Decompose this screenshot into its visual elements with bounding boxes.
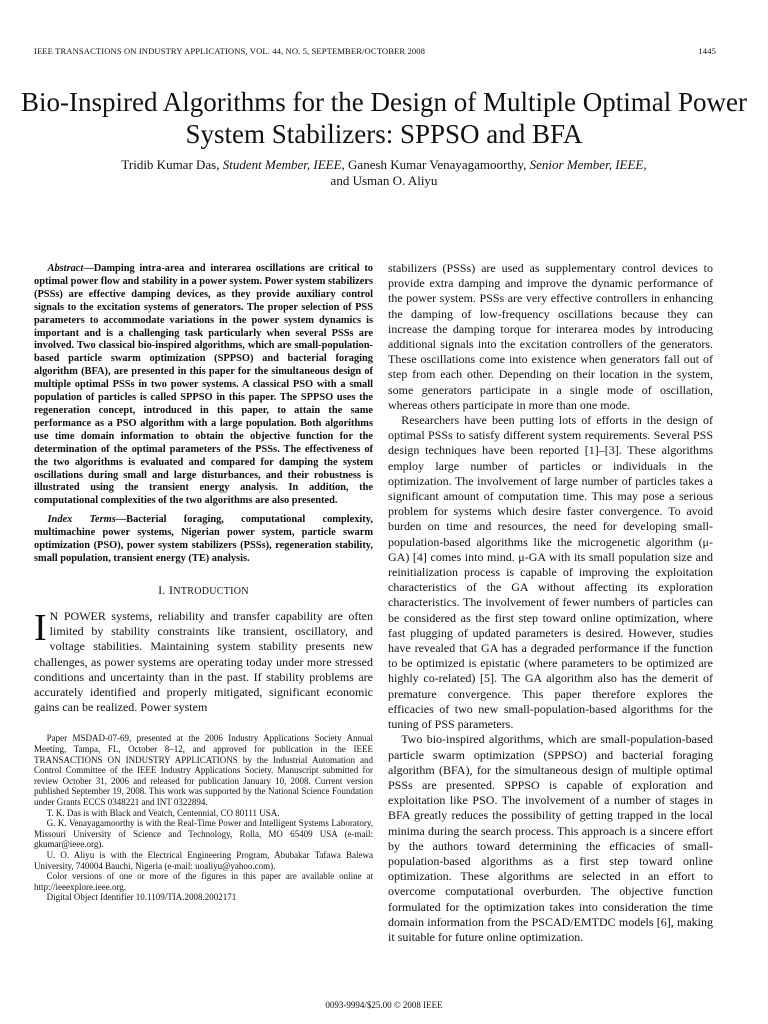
author-sep: ,	[643, 157, 647, 172]
author-line-1	[20, 157, 748, 173]
drop-cap: I	[34, 607, 47, 650]
page-number: 1445	[698, 46, 716, 56]
paper-title: Bio-Inspired Algorithms for the Design of Multiple Optimal Power System Stabilizers: SPPSO and BFA	[21, 87, 747, 149]
index-terms-text: —Bacterial foraging, computational complexity, multimachine power systems, Nigerian power system, particle swarm optimization (PSO), power system stabilizers (PSSs), regeneration stability, small population, transient energy (TE) analysis.	[34, 514, 373, 564]
intro-paragraph	[34, 609, 373, 715]
intro-text: systems, reliability and transfer capability are often limited by stability constraints like transient, oscillatory, and voltage stabilities. Maintaining system stability presents new challenges, as power systems are operating today under more stressed conditions and uncertainty than in the past. If stability problems are accurately identified and properly mitigated, significant economic gains can be realized. Power system	[34, 609, 373, 715]
author-venayagamoorthy: , Ganesh Kumar Venayagamoorthy,	[341, 157, 530, 172]
right-column	[388, 261, 713, 945]
index-terms-label: Index Terms	[47, 514, 116, 526]
left-column	[34, 263, 373, 903]
author-venayagamoorthy-role: Senior Member, IEEE	[529, 157, 644, 172]
author-das: Tridib Kumar Das,	[121, 157, 223, 172]
introduction-body	[34, 609, 373, 715]
section-title-rest: NTRODUCTION	[173, 585, 249, 597]
abstract-paragraph	[34, 263, 373, 508]
abstract-text: —Damping intra-area and interarea oscillations are critical to optimal power flow and stability in a power system. Power system stabilizers (PSSs) are effective damping devices, as they provide auxiliary control signals to the excitation systems of generators. The proper selection of PSS parameters to accommodate variations in the power system dynamics is important and is a challenging task particularly when several PSSs are involved. Two classical bio-inspired algorithms, which are small-population-based particle swarm optimization (SPPSO) and bacterial foraging algorithm (BFA), are presented in this paper for the simultaneous design of multiple optimal PSSs in two power systems. A classical PSO with a small population of particles is called SPPSO in this paper. The SPPSO uses the regeneration concept, introduced in this paper, to attain the same performance as a PSO algorithm with a large population. Both algorithms use time domain information to obtain the objective function for the determination of the optimal parameters of the PSSs. The effectiveness of the two algorithms is evaluated and compared for damping the system oscillations during small and large disturbances, and their robustness is illustrated using the transient energy analysis. In addition, the computational complexities of the two algorithms are also presented.	[34, 263, 373, 507]
footnotes	[34, 733, 373, 903]
intro-lead: N POWER	[49, 609, 106, 624]
copyright-line: 0093-9994/$25.00 © 2008 IEEE	[325, 1000, 443, 1010]
body-paragraph: Researchers have been putting lots of efforts in the design of optimal PSSs to satisfy different system requirements. Several PSS design techniques have been reported [1]–[3]. These algorithms employ large number of particles or individuals in the optimization. The involvement of large number of particles takes a significant amount of computation time. This may pose a serious problem for systems which desire faster convergence. To avoid burden on time and resources, the need for developing small-population-based algorithms like the microgenetic algorithm (μ-GA) [4] comes into mind. μ-GA with its small population size and reinitialization process is capable of improving the exploitation characteristics of the GA without affecting its exploration characteristics. The involvement of fewer numbers of particles can be considered as the first step toward online optimization, where fast plugging of updated parameters is desired. However, studies have revealed that GA has a degraded performance if the function to be optimized is epistatic (where parameters to be optimized are highly co-related) [5]. The GA algorithm also has the demerit of premature convergence. This paper therefore explores the efficacies of two new small-population-based algorithms for the tuning of PSS parameters.	[388, 413, 713, 732]
author-list	[20, 157, 748, 189]
index-terms-paragraph	[34, 514, 373, 566]
running-header	[34, 46, 716, 56]
section-title-first: I	[169, 582, 174, 597]
author-das-role: Student Member, IEEE	[222, 157, 342, 172]
footnote-das: T. K. Das is with Black and Veatch, Centennial, CO 80111 USA.	[46, 807, 280, 818]
footnote-color: Color versions of one or more of the figures in this paper are available online at http://ieeexplore.ieee.org.	[34, 871, 373, 892]
footnote-manuscript: Paper MSDAD-07-69, presented at the 2006 Industry Applications Society Annual Meeting, Tampa, FL, October 8–12, and approved for publication in the IEEE TRANSACTIONS ON INDUSTRY APPLICATIONS by the Industrial Automation and Control Committee of the IEEE Industry Applications Society. Manuscript submitted for review October 31, 2006 and released for publication January 10, 2008. Current version published September 19, 2008. This work was supported by the National Science Foundation under Grants ECCS 0348221 and INT 0322894.	[34, 733, 373, 808]
journal-header: IEEE TRANSACTIONS ON INDUSTRY APPLICATIONS, VOL. 44, NO. 5, SEPTEMBER/OCTOBER 2008	[34, 46, 426, 56]
section-heading-introduction	[34, 583, 373, 599]
footnote-venayagamoorthy: G. K. Venayagamoorthy is with the Real-Time Power and Intelligent Systems Laboratory, Missouri University of Science and Technology, Rolla, MO 65409 USA (e-mail: gkumar@ieee.org).	[34, 818, 373, 850]
footnote-aliyu: U. O. Aliyu is with the Electrical Engineering Program, Abubakar Tafawa Balewa University, 740004 Bauchi, Nigeria (e-mail: uoaliyu@yahoo.com).	[34, 850, 373, 871]
abstract	[34, 263, 373, 508]
section-number: I.	[158, 582, 170, 597]
body-paragraph: Two bio-inspired algorithms, which are small-population-based particle swarm optimization (SPPSO) and bacterial foraging algorithm (BFA), for the simultaneous design of multiple optimal PSSs are presented. SPPSO is capable of exploration and exploitation like PSO. The involvement of a number of stages in BFA greatly reduces the possibility of getting trapped in the local minima during the search process. This approach is a sincere effort by the authors toward determining the efficacies of small-population-based algorithms as a first step toward online optimization. These algorithms are selected in an effort to overcome computational overburden. The objective function formulated for the optimization takes into consideration the time domain information from the PSCAD/EMTDC models [6], making it suitable for future online optimization.	[388, 732, 713, 944]
footnote-doi: Digital Object Identifier 10.1109/TIA.2008.2002171	[46, 892, 237, 903]
author-line-2: and Usman O. Aliyu	[330, 173, 438, 188]
index-terms	[34, 514, 373, 566]
body-paragraph: stabilizers (PSSs) are used as supplementary control devices to provide extra damping and improve the dynamic performance of the power system. PSSs are very effective controllers in enhancing the damping of low-frequency oscillations because they can increase the damping torque for interarea modes by introducing additional signals into the excitation controllers of the generators. These oscillations come into existence when generators fall out of step from each other. Depending on their location in the system, some generators participate in a single mode of oscillation, whereas others participate in more than one mode.	[388, 261, 713, 412]
abstract-label: Abstract	[47, 263, 84, 274]
